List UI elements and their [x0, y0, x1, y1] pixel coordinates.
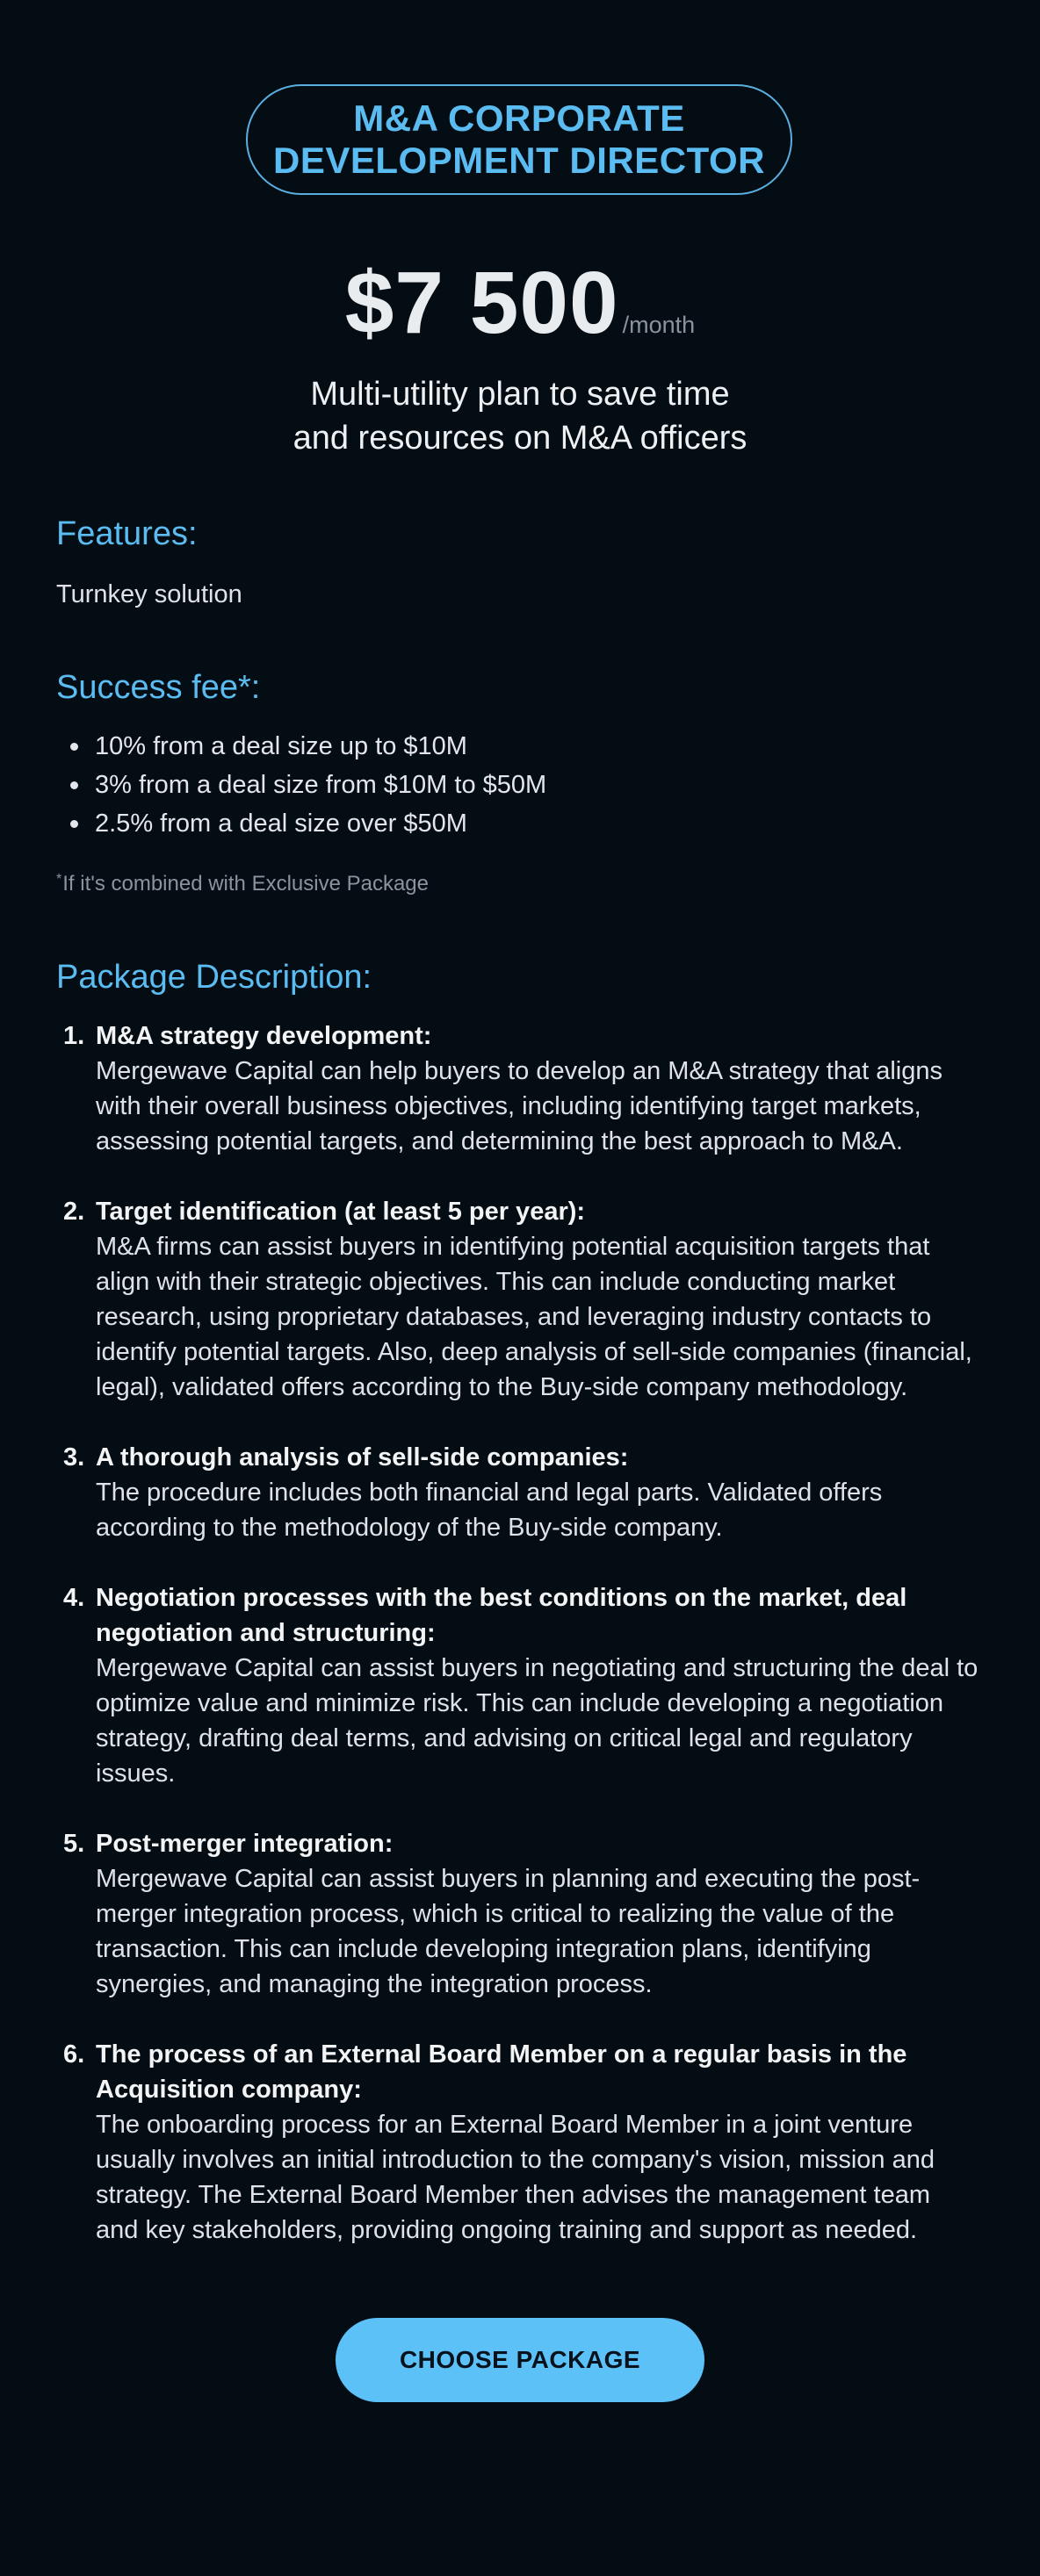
item-number: 3.	[63, 1443, 85, 1471]
plan-tagline	[0, 372, 1040, 460]
item-title: Negotiation processes with the best conditions on the market, deal negotiation and structuring:	[96, 1584, 907, 1647]
plan-price: $7 500	[344, 254, 619, 352]
package-description-heading: Package Description:	[56, 959, 372, 996]
item-body: Mergewave Capital can help buyers to develop an M&A strategy that aligns with their overall business objectives, including identifying target markets, assessing potential targets, and determining the best approach to M&A.	[96, 1057, 942, 1155]
list-item	[56, 1440, 979, 1545]
tagline-line-1: Multi-utility plan to save time	[310, 376, 730, 413]
success-fee-footnote	[56, 866, 429, 898]
item-title: The process of an External Board Member on a regular basis in the Acquisition company:	[96, 2040, 907, 2104]
plan-title: M&A CORPORATE DEVELOPMENT DIRECTOR	[273, 97, 765, 181]
package-description-list	[56, 1018, 979, 2283]
success-fee-list	[56, 727, 546, 843]
item-title: Post-merger integration:	[96, 1830, 394, 1858]
list-item	[56, 1580, 979, 1791]
item-body: Mergewave Capital can assist buyers in planning and executing the post-merger integration process, which is critical to realizing the value of the transaction. This can include developing integration plans, identifying synergies, and managing the integration process.	[96, 1865, 921, 1998]
price-row	[0, 255, 1040, 351]
item-number: 5.	[63, 1830, 85, 1858]
list-item: 3% from a deal size from $10M to $50M	[95, 766, 546, 804]
item-body: Mergewave Capital can assist buyers in negotiating and structuring the deal to optimize value and minimize risk. This can include developing a negotiation strategy, drafting deal terms, and advising on critical legal and regulatory issues.	[96, 1654, 979, 1788]
tagline-line-2: and resources on M&A officers	[292, 420, 748, 457]
list-item	[56, 1018, 979, 1159]
list-item	[56, 1194, 979, 1405]
success-fee-heading: Success fee*:	[56, 669, 261, 706]
price-period: /month	[622, 312, 696, 338]
item-number: 6.	[63, 2040, 85, 2069]
list-item: 10% from a deal size up to $10M	[95, 727, 546, 766]
item-title: Target identification (at least 5 per year):	[96, 1198, 586, 1226]
item-number: 2.	[63, 1198, 85, 1226]
item-body: The procedure includes both financial and legal parts. Validated offers according to the methodology of the Buy-side company.	[96, 1479, 883, 1542]
list-item	[56, 2037, 979, 2248]
choose-package-button[interactable]: CHOOSE PACKAGE	[336, 2318, 704, 2402]
list-item: 2.5% from a deal size over $50M	[95, 804, 546, 843]
item-body: M&A firms can assist buyers in identifying potential acquisition targets that align with their strategic objectives. This can include conducting market research, using proprietary databases, and leveraging industry contacts to identify potential targets. Also, deep analysis of sell-side companies (financial, legal), validated offers according to the Buy-side company methodology.	[96, 1233, 972, 1401]
item-number: 1.	[63, 1022, 85, 1050]
item-number: 4.	[63, 1584, 85, 1612]
features-text: Turnkey solution	[56, 580, 242, 608]
item-title: A thorough analysis of sell-side companies:	[96, 1443, 629, 1471]
footnote-mark: *	[56, 872, 62, 887]
item-body: The onboarding process for an External Board Member in a joint venture usually involves an initial introduction to the company's vision, mission and strategy. The External Board Member then advises the management team and key stakeholders, providing ongoing training and support as needed.	[96, 2111, 935, 2244]
item-title: M&A strategy development:	[96, 1022, 432, 1050]
footnote-text: If it's combined with Exclusive Package	[62, 872, 429, 896]
plan-title-badge	[246, 84, 792, 195]
list-item	[56, 1826, 979, 2002]
features-heading: Features:	[56, 515, 198, 552]
